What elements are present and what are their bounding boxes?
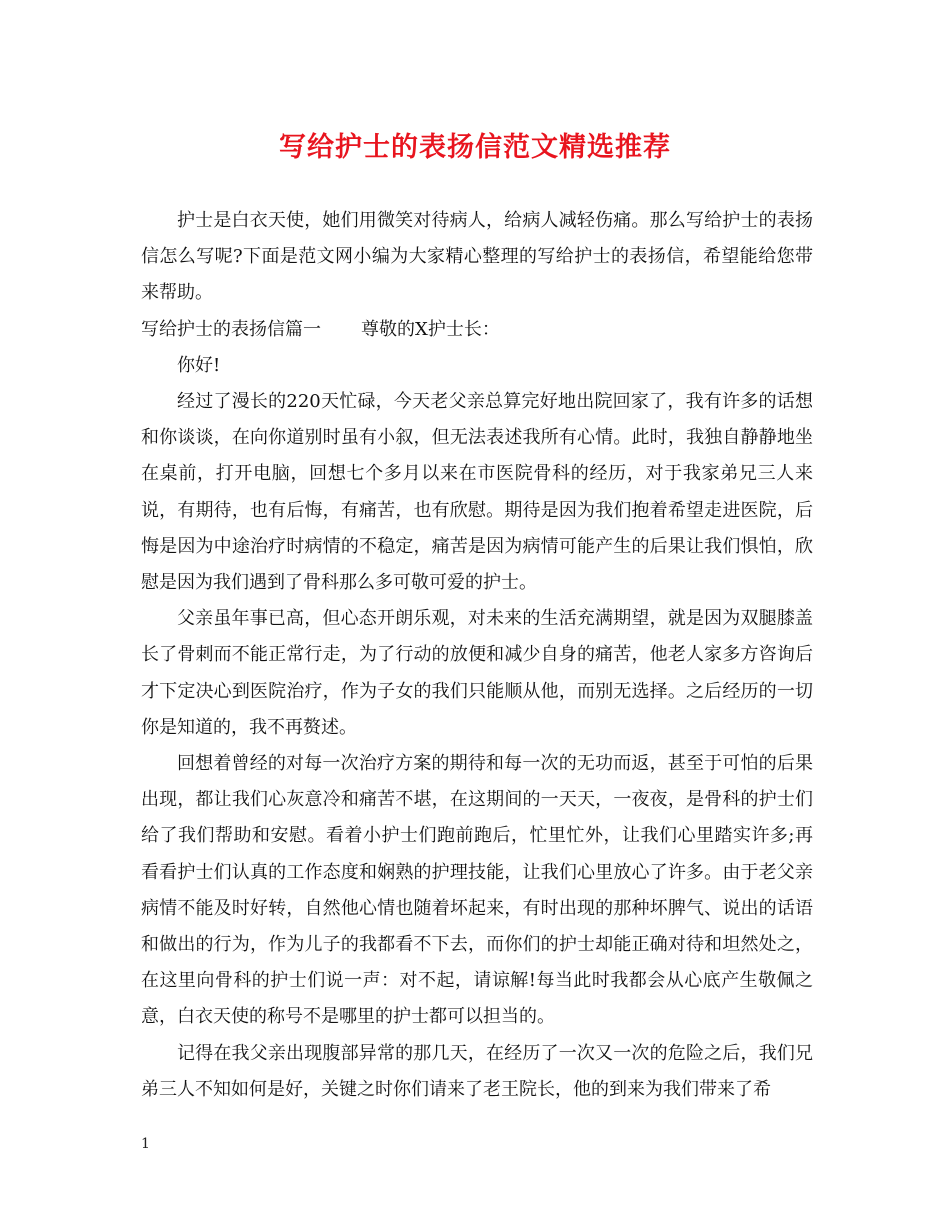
intro-paragraph: 护士是白衣天使，她们用微笑对待病人，给病人减轻伤痛。那么写给护士的表扬信怎么写呢?下面是范文网小编为大家精心整理的写给护士的表扬信，希望能给您带来帮助。 [141,210,813,304]
document-body [141,203,813,1108]
document-title: 写给护士的表扬信范文精选推荐 [279,132,671,163]
letter-paragraph: 父亲虽年事已高，但心态开朗乐观，对未来的生活充满期望，就是因为双腿膝盖长了骨刺而不能正常行走，为了行动的放便和减少自身的痛苦，他老人家多方咨询后才下定决心到医院治疗，作为子女的我们只能顺从他，而别无选择。之后经历的一切你是知道的，我不再赘述。 [141,608,813,738]
letter-paragraph: 回想着曾经的对每一次治疗方案的期待和每一次的无功而返，甚至于可怕的后果出现，都让我们心灰意冷和痛苦不堪，在这期间的一天天，一夜夜，是骨科的护士们给了我们帮助和安慰。看着小护士们跑前跑后，忙里忙外，让我们心里踏实许多;再看看护士们认真的工作态度和娴熟的护理技能，让我们心里放心了许多。由于老父亲病情不能及时好转，自然他心情也随着坏起来，有时出现的那种坏脾气、说出的话语和做出的行为，作为儿子的我都看不下去，而你们的护士却能正确对待和坦然处之，在这里向骨科的护士们说一声：对不起，请谅解!每当此时我都会从心底产生敬佩之意，白衣天使的称号不是哪里的护士都可以担当的。 [141,753,813,1028]
greeting: 你好! [177,354,221,376]
letter-paragraph: 记得在我父亲出现腹部异常的那几天，在经历了一次又一次的危险之后，我们兄弟三人不知如何是好，关键之时你们请来了老王院长，他的到来为我们带来了希 [141,1042,813,1100]
section-heading-line [141,312,813,348]
salutation: 尊敬的X护士长： [361,318,500,340]
letter-paragraph: 经过了漫长的220天忙碌，今天老父亲总算完好地出院回家了，我有许多的话想和你谈谈，在向你道别时虽有小叙，但无法表述我所有心情。此时，我独自静静地坐在桌前，打开电脑，回想七个多月以来在市医院骨科的经历，对于我家弟兄三人来说，有期待，也有后悔，有痛苦，也有欣慰。期待是因为我们抱着希望走进医院，后悔是因为中途治疗时病情的不稳定，痛苦是因为病情可能产生的后果让我们惧怕，欣慰是因为我们遇到了骨科那么多可敬可爱的护士。 [141,391,813,594]
section-heading: 写给护士的表扬信篇一 [141,318,321,340]
page-number: 1 [141,1136,150,1152]
